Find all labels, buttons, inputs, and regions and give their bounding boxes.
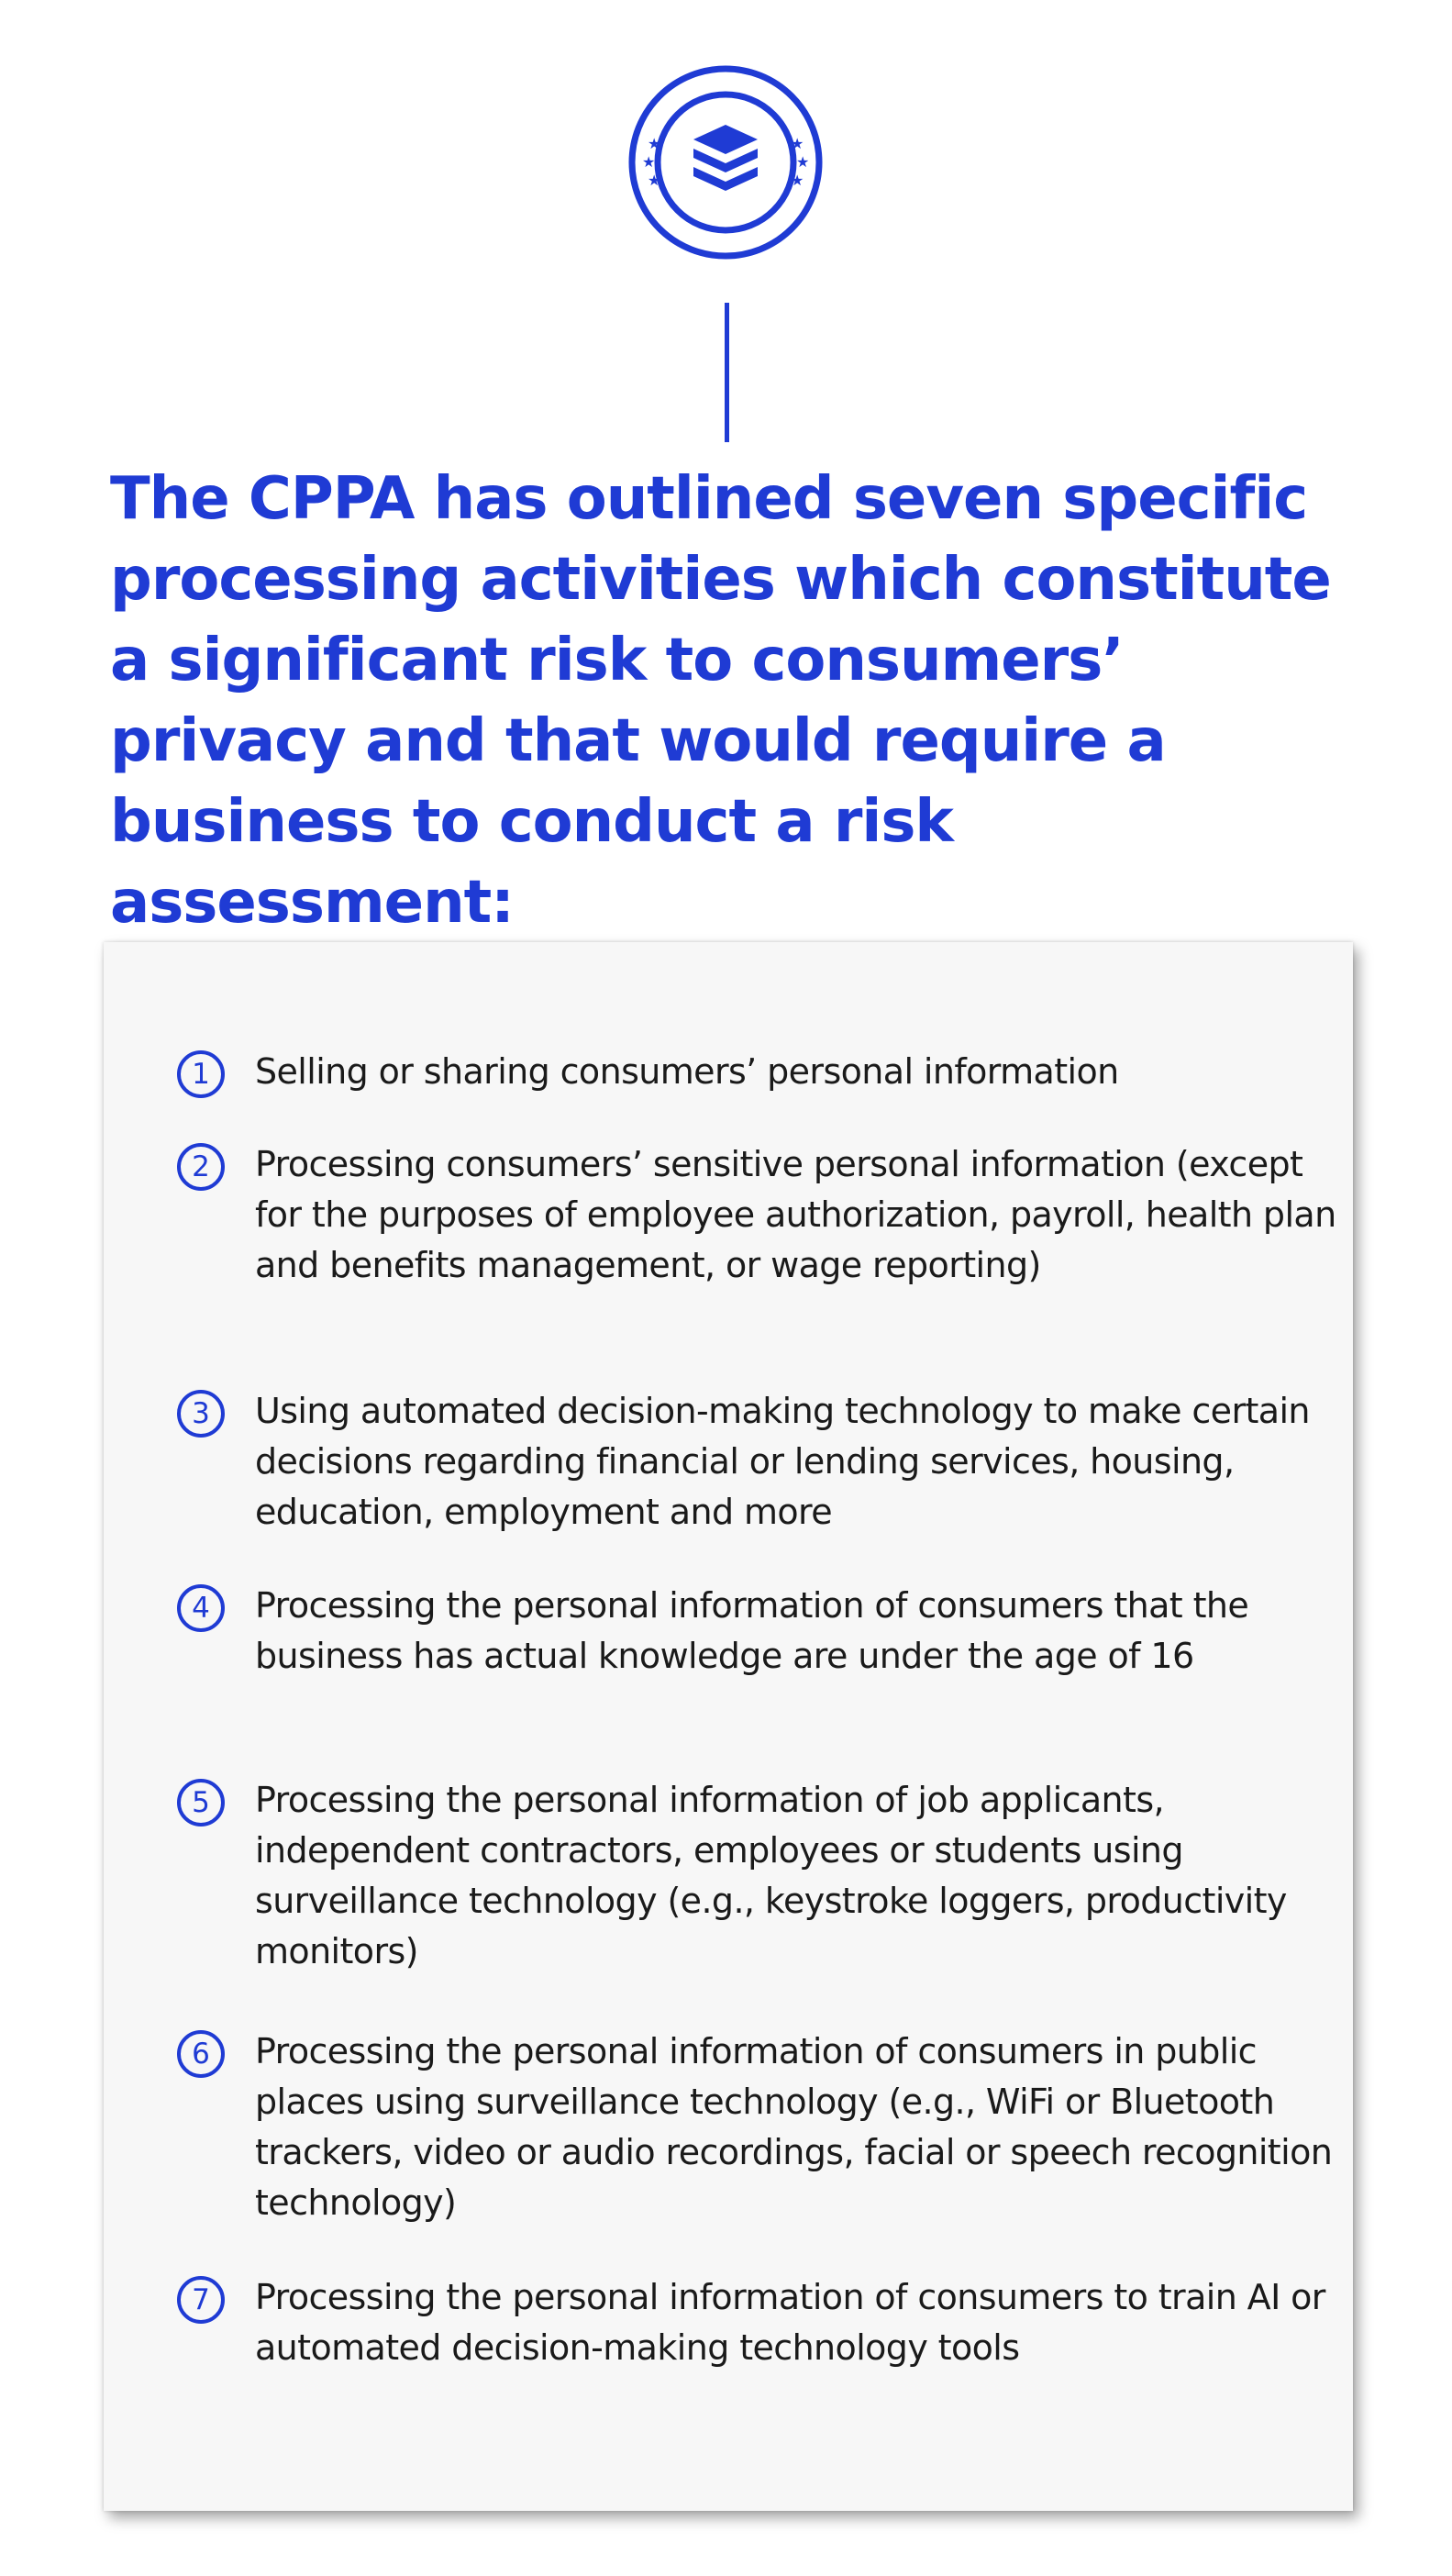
item-number: 3 bbox=[177, 1390, 225, 1438]
item-text: Processing the personal information of job applicants, independent contractors, employees or students using surveillance technology (e.g., keystroke loggers, productivity monitors) bbox=[255, 1780, 1287, 1971]
activities-card bbox=[104, 942, 1353, 2511]
item-number: 5 bbox=[177, 1779, 225, 1827]
item-text: Using automated decision-making technology to make certain decisions regarding financial or lending services, housing, education, employment and more bbox=[255, 1391, 1310, 1532]
item-number: 6 bbox=[177, 2030, 225, 2078]
logo-badge bbox=[627, 64, 824, 261]
svg-text:★: ★ bbox=[648, 135, 661, 152]
svg-text:★: ★ bbox=[791, 135, 804, 152]
page-heading: The CPPA has outlined seven specific processing activities which constitute a significant risk to consumers’ privacy and that would require a business to conduct a risk assessment: bbox=[110, 465, 1331, 937]
item-text: Processing the personal information of consumers to train AI or automated decision-making technology tools bbox=[255, 2277, 1325, 2368]
item-number: 2 bbox=[177, 1143, 225, 1191]
svg-text:★: ★ bbox=[796, 153, 810, 171]
item-text: Selling or sharing consumers’ personal information bbox=[255, 1051, 1119, 1092]
item-number: 7 bbox=[177, 2276, 225, 2324]
svg-text:★: ★ bbox=[642, 153, 656, 171]
svg-text:★: ★ bbox=[791, 172, 804, 189]
item-number: 1 bbox=[177, 1050, 225, 1098]
connector-line bbox=[725, 303, 729, 442]
item-text: Processing the personal information of consumers that the business has actual knowledge are under the age of 16 bbox=[255, 1585, 1249, 1676]
item-text: Processing consumers’ sensitive personal information (except for the purposes of employee authorization, payroll, health plan and benefits management, or wage reporting) bbox=[255, 1144, 1336, 1285]
item-text: Processing the personal information of consumers in public places using surveillance technology (e.g., WiFi or Bluetooth trackers, video or audio recordings, facial or speech recognition technology) bbox=[255, 2031, 1333, 2223]
svg-text:★: ★ bbox=[648, 172, 661, 189]
item-number: 4 bbox=[177, 1584, 225, 1632]
stacked-layers-icon bbox=[627, 64, 824, 261]
